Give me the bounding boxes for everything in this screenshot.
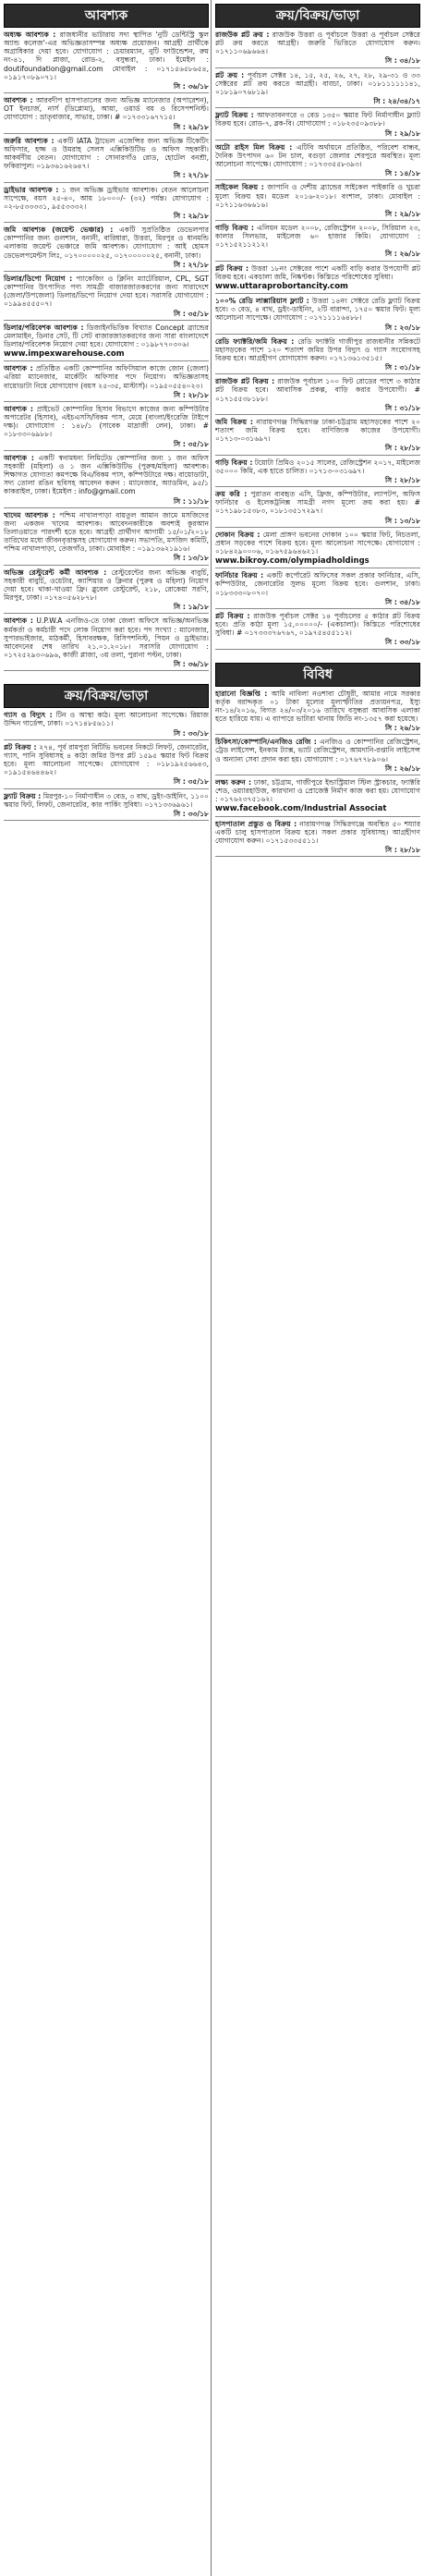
classified-ad bbox=[215, 531, 420, 567]
ad-separator bbox=[215, 373, 420, 374]
ad-code: সি : ২৮/১৮ bbox=[384, 475, 420, 484]
ad-separator bbox=[215, 649, 420, 650]
ad-separator bbox=[215, 179, 420, 180]
ad-heading: অধ্যক্ষ আবশ্যক : bbox=[4, 31, 56, 39]
ad-body: প্যাকেজিং ও ক্লিনিং ম্যাটেরিয়াল, CPL, SGT কোম্পানির উৎপাদিত পণ্য সামগ্রী বাজারজাতকরণের জন্য সারাদেশে (জেলা/উপজেলা) ডিলার/ডিপো নিয়োগ দেয়া হবে। সরাসরি যোগাযোগ : ০১৯৯৪৫৫৫০৭। bbox=[4, 274, 209, 309]
ad-code: সি : ৩১/১৮ bbox=[384, 403, 420, 412]
ad-heading: ক্রয় করি : bbox=[215, 490, 248, 499]
ad-separator bbox=[4, 613, 209, 614]
ad-body: একটি কর্পোরেট অফিসের সকল প্রকার ফার্নিচার, এসি, কম্পিউটার, জেনারেটর সুলভ মূল্যে বিক্রয় হবে। গুলশান, ঢাকা। ০১৮৩৩৩০৮০৭০। bbox=[215, 571, 420, 597]
ad-body: পুরাতন ব্যবহৃত এসি, ফ্রিজ, কম্পিউটার, ল্যাপটপ, অফিস ফার্নিচার ও ইলেকট্রনিক্স সামগ্রী নগদ মূল্যে ক্রয় করা হয়। # ০১৭১৯৮১৫৩৮৩, ০১৮১৩৫১৭২৯৭। bbox=[215, 490, 420, 516]
ad-separator bbox=[215, 414, 420, 415]
ad-heading: জরুরি আবশ্যক : bbox=[4, 136, 55, 145]
section-header-miscellaneous: বিবিধ bbox=[215, 663, 420, 687]
classified-ad bbox=[215, 571, 420, 606]
ad-code: সি : ১৯/১৮ bbox=[174, 603, 209, 612]
ad-separator bbox=[4, 450, 209, 451]
ad-separator bbox=[4, 788, 209, 789]
classified-ad bbox=[215, 337, 420, 372]
ad-body: রেডি ফ্যাক্টরি গাজীপুর রাজধানীর সন্নিকটে মহাসড়কের পাশে ১২০ শতাংশ জমির উপর বিদ্যুৎ ও গ্যাস সংযোগসহ বিক্রয় হবে। আগ্রহীগণ যোগাযোগ করুন। ০১৭১৩৬১৩৫১৫। bbox=[215, 336, 420, 362]
classified-ad bbox=[4, 226, 209, 269]
classified-ad bbox=[215, 183, 420, 218]
ad-body: টয়োটা প্রিমিও ২০১৫ সালের, রেজিস্ট্রেশন ২০১৭, মাইলেজ ৩৫০০০ কিমি, এক হাতে চালিত। ০১৭১৩-০৩১৬৯৭। bbox=[215, 458, 420, 475]
ad-heading: প্লট ক্রয় : bbox=[215, 70, 245, 79]
classified-ad bbox=[4, 31, 209, 91]
ad-website: www.bikroy.com/olympiadholdings bbox=[215, 556, 369, 567]
classified-ad bbox=[215, 612, 420, 647]
ad-code: সি : ২৬/১৮ bbox=[384, 763, 420, 773]
ad-separator bbox=[4, 565, 209, 566]
ad-body: পূর্বাচল সেক্টর ১৪, ১৫, ২৫, ২৬, ২৭, ২৮, ২৯-৩১ ও ৩৩ সেক্টরের প্লট ক্রয় করতে আগ্রহী। বাড্ডা, ঢাকা। ০১৮১১১১১১৪১, ০১৮১৯০৭৬৮১৯। bbox=[215, 70, 420, 96]
ad-separator bbox=[215, 608, 420, 609]
classified-ad bbox=[215, 778, 420, 814]
classified-ad bbox=[4, 711, 209, 737]
ad-body: রাজউক উত্তরা ও পূর্বাচলে উত্তরা ও পূর্বাচল সেক্টরে প্লট ক্রয় করতে আগ্রহী। জরুরি ভিত্তিতে যোগাযোগ করুন। ০১৭১১০৬৯৬৬৪। bbox=[215, 31, 420, 56]
ad-body: একটি IATA ট্রাভেল এজেন্সির জন্য অভিজ্ঞ টিকেটিং অফিসার, হজ্জ ও উমরাহ সেলস এক্সিকিউটিভ ও অফিস সহকারী। আকর্ষণীয় বেতন। যোগাযোগ : সোনারগাঁও রোড, হোটেল বনশ্রী, ফকিরাপুল। ০১৯৩৬১৬২৬৪৭। bbox=[4, 136, 209, 171]
ad-heading: জমি বিক্রয় : bbox=[215, 417, 253, 426]
ad-separator bbox=[215, 856, 420, 857]
ad-separator bbox=[215, 455, 420, 456]
ad-code: সি : ১৩/১৮ bbox=[173, 554, 209, 563]
classified-ad bbox=[215, 111, 420, 137]
classified-ad bbox=[4, 405, 209, 448]
classified-ad bbox=[4, 137, 209, 180]
ad-separator bbox=[4, 92, 209, 93]
ad-code: সি : ৩৪/১৮ bbox=[384, 56, 420, 66]
ad-body: পশ্চিম নাখালপাড়া বায়তুল আমান জামে মসজিদের জন্য একজন খাদেম আবশ্যক। আবেদনকারীকে অবশ্যই কুরআন তিলাওয়াতে পারদর্শী হতে হবে। আগ্রহী প্রার্থীগণ আগামী ১৫/০১/২০১৮ তারিখের মধ্যে জীবনবৃত্তান্তসহ যোগাযোগ করুন। সভাপতি, মসজিদ কমিটি, পশ্চিম নাখালপাড়া, তেজগাঁও, ঢাকা। মোবাইল : ০১৯১৩৬২১৯১৬। bbox=[4, 510, 209, 554]
classified-ad bbox=[4, 96, 209, 131]
ad-code: সি : ৩৫/১৮ bbox=[173, 309, 209, 318]
ad-body: নারায়ণগঞ্জ সিদ্ধিরগঞ্জ ঢাকা-চট্টগ্রাম মহাসড়কের পাশে ২০ শতাংশ জমি বিক্রয় হবে। বাণিজ্যিক কাজের উপযোগী। ০১৭১৩-০৩১৬৯৭। bbox=[215, 417, 420, 444]
ad-body: আফতাবনগরে ৩ বেড ১৩৫০ স্কয়ার ফিট নির্মাণাধীন ফ্ল্যাট বিক্রয় হবে। রোড-৭, ব্লক-বি। যোগাযোগ : ০১৮২৩৫০৯৩৮৮। bbox=[215, 111, 420, 128]
ad-heading: ডিলার/ডিপো নিয়োগ : bbox=[4, 274, 73, 283]
ad-code: সি : ৩৫/১৮ bbox=[173, 439, 209, 448]
ad-code: সি : ২৭/১৮ bbox=[173, 260, 209, 269]
ad-code: সি : ২৮/১৮ bbox=[173, 390, 209, 399]
ad-code: সি : ২৮/১৮ bbox=[384, 846, 420, 855]
ad-separator bbox=[215, 107, 420, 108]
classified-ad bbox=[4, 568, 209, 612]
ad-separator bbox=[215, 67, 420, 68]
classified-ad bbox=[4, 454, 209, 506]
classified-ad bbox=[215, 31, 420, 66]
classified-ad bbox=[4, 275, 209, 318]
ad-code: সি : ২৮/১৮ bbox=[384, 444, 420, 453]
ad-separator bbox=[4, 271, 209, 272]
buy-sell-rent-ads-list bbox=[215, 31, 420, 650]
ad-body: রাজধানীর ভাটারায় সদ্য স্থাপিত 'নুটি ডেন্টিস্ট্রি স্কুল অ্যান্ড কলেজ'-এর অভিজ্ঞতাসম্পন্ন অধ্যক্ষ প্রয়োজন। আগ্রহী প্রার্থীকে অগ্রাধিকার দেয়া হবে। যোগাযোগ : চেয়ারম্যান, নুটি ফাউন্ডেশন, রুম নং-৪১, দি প্লাজা, রোড-২, বসুন্ধরা, ঢাকা। ইমেইল : doutifoundation@gmail.com মোবাইল : ০১৭১৫৬৫৮৬৫৪, ০১৯১৭০৮৯০৭১। bbox=[4, 31, 209, 81]
ad-heading: রেডি ফ্যাক্টরি/জমি বিক্রয় : bbox=[215, 336, 295, 346]
ad-website: www.facebook.com/Industrial Associat bbox=[215, 804, 387, 814]
ad-heading: ডিলার/পরিবেশক আবশ্যক : bbox=[4, 323, 84, 332]
ad-heading: গাড়ি বিক্রয় : bbox=[215, 223, 254, 232]
buy-sell-rent-ads-list-left bbox=[4, 711, 209, 821]
ad-separator bbox=[4, 401, 209, 402]
ad-separator bbox=[4, 820, 209, 821]
classified-ad bbox=[215, 297, 420, 332]
ad-code: সি : ৩৬/১৮ bbox=[173, 81, 209, 91]
ad-body: টিন ও আস্থা কাঠ। মূল্য আলোচনা সাপেক্ষে। রিয়াজ উদ্দিন গার্ডেন্স, ঢাকা। ০১৭১৪৮৫৬১১। bbox=[4, 711, 210, 728]
ad-code: সি : ৩৩/১৮ bbox=[173, 728, 209, 738]
ad-separator bbox=[215, 261, 420, 262]
ad-heading: অটো রাইস মিল বিক্রয় : bbox=[215, 142, 293, 152]
ad-body: আরবদীপ হাসপাতালের জন্য অভিজ্ঞ ম্যানেজার (অপারেশন), OT ইনচার্জ, নার্স (ডিপ্লোমা), আয়া, ওয়ার্ড বয় ও রিসেপশনিস্ট। যোগাযোগ : ভ্রাতৃবাজার, সাভার, ঢাকা। # ০১৭৩৩১৬৭৭১৫। bbox=[4, 96, 209, 122]
ad-code: সি : ১৩/১৮ bbox=[384, 516, 420, 525]
ad-heading: খাদেম আবশ্যক : bbox=[4, 510, 55, 519]
ad-heading: হারানো বিজ্ঞপ্তি : bbox=[215, 689, 268, 698]
ad-separator bbox=[4, 360, 209, 361]
ad-body: এলিয়ন মডেল ২০০৮, রেজিস্ট্রেশন ২০০৮, সিরিয়াল ২৩, কালার সিলভার, মাইলেজ ৬০ হাজার কিমি। যোগাযোগ : ০১৭১৫২১১২১২। bbox=[215, 223, 421, 250]
miscellaneous-ads-list bbox=[215, 690, 420, 858]
classified-ad bbox=[215, 418, 420, 453]
ad-code: সি : ২৯/১৮ bbox=[384, 209, 420, 218]
ad-body: জাপানি ও দেশীয় ব্র্যান্ডের সাইকেল পাইকারি ও খুচরা মূল্যে বিক্রয় হয়। মডেল ২০১৬-২০১৮। বংশাল, ঢাকা। মোবাইল : ০১৭১১৬৩৬৬১৬। bbox=[215, 183, 421, 209]
classified-ad bbox=[215, 71, 420, 106]
ad-heading: জমি আবশ্যক (জয়েন্ট ভেঞ্চার) : bbox=[4, 226, 114, 235]
classified-ad bbox=[215, 224, 420, 259]
left-column bbox=[4, 0, 209, 824]
ad-separator bbox=[215, 734, 420, 735]
ad-body: আমি নাবিলা নওশাবা চৌধুরী, আমার নামে সরকার কর্তৃক বরাদ্দকৃত ০১ টাকা মূল্যের মূল্যস্ফীতির প্রত্যয়নপত্র, ইস্যু নং-১৪/২০১৬, বিগত ২৪/০৩/২০১৬ তারিখে বসুন্ধরা আবাসিক এলাকা হতে হারিয়ে যায়। এ ব্যাপারে ভাটারা থানায় জিডি নং-১৩৫৭ করা হয়েছে। bbox=[215, 689, 421, 723]
classified-ad bbox=[215, 820, 420, 855]
ad-separator bbox=[4, 320, 209, 321]
ad-heading: আবশ্যক : bbox=[4, 404, 33, 413]
classified-ad bbox=[215, 490, 420, 525]
ad-code: সি : ৩১/১৮ bbox=[384, 363, 420, 372]
classified-ad bbox=[4, 364, 209, 399]
classified-ad bbox=[4, 324, 209, 360]
ad-body: রাজউক পূর্বাচল সেক্টর ১৪ পূর্বাচলের ৫ কাঠার প্লট বিক্রয় হবে। প্রতি কাঠা মূল্য ১৫,০০০০০/- (একচালা)। কিস্তিতে পরিশোধের সুবিধা। # ০১৭৩৩৩৭৬৭৬৭, ০১৯৭৫৪৫৫১১২। bbox=[215, 611, 420, 638]
ad-body: উত্তরা ১৪নং সেক্টরে রেডি ফ্ল্যাট বিক্রয় হবে। ৩ বেড, ৪ বাথ, ড্রইং-ডাইনিং, ২টি বারান্দা, ১৭৫০ স্কয়ার ফিট। মূল্য আলোচনা সাপেক্ষে। যোগাযোগ : ০১৭১১১১৬৪৮৮। bbox=[215, 297, 420, 323]
ad-code: সি : ২৯/১৮ bbox=[173, 211, 209, 220]
ad-code: সি : ২৭/১৮ bbox=[173, 171, 209, 180]
classified-ad bbox=[4, 186, 209, 221]
ad-heading: গ্যাস ও বিদ্যুৎ : bbox=[4, 711, 53, 720]
ad-code: সি : ৩৬/১৮ bbox=[173, 660, 209, 669]
ad-heading: আবশ্যক : bbox=[4, 453, 34, 462]
ad-website: www.uttaraprobortancity.com bbox=[215, 281, 348, 291]
ad-separator bbox=[215, 293, 420, 294]
ad-heading: প্লট বিক্রয় : bbox=[215, 611, 250, 620]
ad-code: সি : ৩৫/১৮ bbox=[173, 777, 209, 787]
ad-body: এটিবি অর্থায়নে প্রতিষ্ঠিত, পরিবেশ বান্ধব, দৈনিক উৎপাদন ৬০ টন চাল, বগুড়া জেলার শেরপুরে অবস্থিত। মূল্য আলোচনা সাপেক্ষে। যোগাযোগ : ০১৭৩৩৫৫৮৩৯৩। bbox=[215, 142, 421, 169]
ad-body: রাজউক পূর্বাচল ১০০ ফিট রোডের পাশে ৩ কাঠার প্লট বিক্রয় হবে। আবাসিক প্রকল্প, বাড়ি করার উপযোগী। # ০১৭১৫৫৩৮১৮৮। bbox=[215, 377, 420, 403]
ad-heading: সাইকেল বিক্রয় : bbox=[215, 183, 264, 192]
classified-ad bbox=[215, 264, 420, 291]
ad-heading: লক্ষ্য করুন : bbox=[215, 777, 251, 787]
ad-body: উত্তরা ১৮নং সেক্টরের পাশে একটি বাড়ি করার উপযোগী প্লট বিক্রয় হবে। একচালা জমি, নিষ্কণ্টক। কিস্তিতে পরিশোধের সুবিধা। bbox=[215, 263, 420, 281]
ad-code: সি : ২৪/৩৪/১৭ bbox=[373, 97, 420, 106]
ad-separator bbox=[4, 182, 209, 183]
ad-code: সি : ২৯/১৮ bbox=[173, 122, 209, 131]
classified-ad bbox=[215, 690, 420, 733]
ad-heading: হাসপাতাল প্রস্তুত ও বিক্রয় : bbox=[215, 819, 297, 828]
ad-body: নারায়ণগঞ্জ সিদ্ধিরগঞ্জে অবস্থিত ৫০ শয্যার একটি চালু হাসপাতাল বিক্রয় হবে। সকল প্রকার সুবিধাসহ। আগ্রহীগণ যোগাযোগ করুন। ০১৭১৫৩৩৫৫১১। bbox=[215, 819, 421, 845]
classified-ad bbox=[215, 738, 420, 773]
ad-body: U.P.W.A এনজিও-তে ঢাকা জেলা অফিসে অভিজ্ঞ/অনভিজ্ঞ কর্মকর্তা ও কর্মচারী পদে লোক নিয়োগ করা হবে। পদ সংখ্যা : ম্যানেজার, সুপারভাইজার, মাঠকর্মী, হিসাবরক্ষক, রিসিপশনিস্ট, পিয়ন ও ড্রাইভার। আবেদনের শেষ তারিখ ২১.০১.২০১৮। সরাসরি যোগাযোগ : ০১৭২৫২৯৩০৬৯৬, কাজী প্লাজা, ৩য় তলা, পুরানা পল্টন, ঢাকা। bbox=[4, 617, 209, 659]
ad-body: এনজিও ও কোম্পানির রেজিস্ট্রেশন, ট্রেড লাইসেন্স, ইনকাম ট্যাক্স, ভ্যাট রেজিস্ট্রেশন, আমদানি-রপ্তানি লাইসেন্স ও অন্যান্য সেবা প্রদান করা হয়। যোগাযোগ : ০১৭৬৭৭৮৯০৬। bbox=[215, 738, 420, 763]
ad-heading: ফ্ল্যাট বিক্রয় : bbox=[215, 111, 254, 120]
ad-code: সি : ১১/১৮ bbox=[174, 496, 209, 506]
ad-heading: আবশ্যক : bbox=[4, 96, 33, 105]
ad-body: ডিজাইনভিত্তিক বিখ্যাত Concept ব্র্যান্ডের মেলামাইন, ডিনার সেট, টি সেট বাজারজাতকরণের জন্য সারা বাংলাদেশে ডিলার/পরিবেশক নিয়োগ দেয়া হবে। যোগাযোগ : ০১৯৮৭৭০৩০৬। bbox=[4, 323, 209, 348]
ad-body: প্রাইভেট কোম্পানির হিসাব বিভাগে কাজের জন্য কম্পিউটার অপারেটর (হিসাব), এইচএসসি/বিকম পাস, মেয়ে (বাংলা/ইংরেজি টাইপে দক্ষ)। যোগাযোগ : ১৪৮/১ (সাবেক মাদ্রাজী লেন), ঢাকা। # ০১৮৩৩০৬৯৮৮। bbox=[4, 404, 209, 439]
ad-heading: ১০০% রেডি লাক্সারিয়াস ফ্ল্যাট : bbox=[215, 297, 309, 306]
ad-website: www.impexwarehouse.com bbox=[4, 349, 125, 360]
column-divider bbox=[211, 0, 212, 2576]
ad-heading: আবশ্যক : bbox=[4, 617, 33, 626]
ad-code: সি : ২৬/১৮ bbox=[384, 724, 420, 733]
ad-heading: অভিজ্ঞ রেস্টুরেন্ট কর্মী আবশ্যক : bbox=[4, 568, 107, 577]
ad-body: ঢাকা, চট্টগ্রাম, গাজীপুরে ইন্ডাস্ট্রিয়াল স্টিল স্ট্রাকচার, ফ্যাক্টরি শেড, ওয়্যারহাউজ, কারখানা ও প্রোজেক্ট নির্মাণ কাজ করা হয়। যোগাযোগ : ০১৭৬২৩৭৫১৬২। bbox=[215, 777, 420, 804]
classified-ad bbox=[215, 143, 420, 178]
ad-body: একটি সুপ্রতিষ্ঠিত ডেভেলপার কোম্পানির জন্য গুলশান, বনানী, বারিধারা, উত্তরা, মিরপুর ও ধানমন্ডি এলাকায় জয়েন্ট ভেঞ্চারে জমি আবশ্যক। যোগাযোগ : আই হোমস ডেভেলপমেন্টস লিঃ, ০১৭০০০০০২৫, ০১৭০০০০০২৫, বনানী, ঢাকা। bbox=[4, 226, 210, 260]
ad-heading: চিকিৎসা/কোম্পানি/এনজিও রেজি : bbox=[215, 738, 317, 747]
ad-code: সি : ২৬/১৮ bbox=[384, 250, 420, 259]
ad-code: সি : ১৪/১৮ bbox=[385, 169, 420, 178]
ad-heading: প্লট বিক্রয় : bbox=[215, 263, 249, 273]
ad-heading: আবশ্যক : bbox=[4, 364, 33, 373]
ad-heading: ফ্ল্যাট বিক্রয় : bbox=[4, 791, 42, 800]
ad-body: মিরপুর-১০ নির্মাণাধীন ৩ বেড, ৩ বাথ, ড্রইং-ডাইনিং, ১১০০ স্কয়ার ফিট, লিফট, জেনারেটর, কার পার্কিং সুবিধা। ০১৭১৩৩৬৯৬১। bbox=[4, 791, 209, 809]
ad-body: ১ জন অভিজ্ঞ ড্রাইভার আবশ্যক। বেতন আলোচনা সাপেক্ষে, বয়স ২৫-৪০, আয় ১৮০০০/- (৩২) পর্যন্ত। যোগাযোগ : ০২-৮৫৩৩৩৩১, ৯৫৫৩৩৩২। bbox=[4, 185, 209, 211]
ad-body: রেস্টুরেন্টের জন্য অভিজ্ঞ বাবুর্চি, সহকারী বাবুর্চি, ওয়েটার, ক্যাশিয়ার ও ক্লিনার (পুরুষ ও মহিলা) নিয়োগ দেয়া হবে। থাকা-খাওয়া ফ্রি। ব্লুবেল রেস্টুরেন্ট, ২১৮, রোকেয়া সরণি, মিরপুর, ঢাকা। ০১৭৪০৫৬২৮৭৮। bbox=[4, 568, 209, 603]
ad-separator bbox=[4, 670, 209, 671]
ad-heading: রাজউক প্লট ক্রয় : bbox=[215, 31, 270, 39]
ad-code: সি : ২৯/১৮ bbox=[384, 128, 420, 138]
ad-code: সি : ৩৩/১৮ bbox=[173, 809, 209, 818]
ad-heading: ফার্নিচার বিক্রয় : bbox=[215, 571, 264, 580]
ad-separator bbox=[4, 507, 209, 508]
section-header-buy-sell-rent-left: ক্রয়/বিক্রয়/ভাড়া bbox=[4, 684, 209, 708]
ad-separator bbox=[215, 816, 420, 817]
ad-heading: ড্রাইভার আবশ্যক : bbox=[4, 185, 59, 194]
classified-ad bbox=[4, 511, 209, 563]
classified-ad bbox=[215, 377, 420, 412]
ad-code: সি : ৩৩/১৮ bbox=[384, 638, 420, 647]
ad-separator bbox=[215, 486, 420, 487]
right-column bbox=[215, 0, 420, 860]
classified-ad bbox=[4, 617, 209, 668]
ad-heading: প্লট বিক্রয় : bbox=[4, 742, 37, 751]
classified-ad bbox=[4, 792, 209, 818]
ad-body: একটি স্বনামধন্য লিমিটেড কোম্পানির জন্য ১ জন অফিস সহকারী (মহিলা) ও ১ জন এক্সিকিউটিভ (পুরুষ/মহিলা) আবশ্যক। শিক্ষাগত যোগ্যতা কমপক্ষে বিএ/বিকম পাস, কম্পিউটারে দক্ষ। বায়োডাটা, সদ্য তোলা রঙিন ছবিসহ আবেদন করুন : ম্যানেজার, অ্যাডমিন, ৯৫/১ কাকরাইল, ঢাকা। ইমেইল : info@gmail.com bbox=[4, 453, 210, 496]
ad-code: সি : ২৩/১৮ bbox=[384, 323, 420, 332]
ad-separator bbox=[215, 334, 420, 335]
ad-separator bbox=[215, 527, 420, 528]
ad-heading: দোকান বিক্রয় : bbox=[215, 530, 260, 539]
ad-heading: গাড়ি বিক্রয় : bbox=[215, 458, 253, 467]
section-header-wanted: আবশ্যক bbox=[4, 4, 209, 28]
ad-heading: রাজউক প্লট বিক্রয় : bbox=[215, 377, 275, 386]
ad-separator bbox=[4, 133, 209, 134]
classified-ad bbox=[215, 458, 420, 484]
section-header-buy-sell-rent: ক্রয়/বিক্রয়/ভাড়া bbox=[215, 4, 420, 28]
ad-body: ২৭৪, পূর্ব রামপুরা বিটিভি ভবনের নিকটে লিফট, জেনারেটর, গ্যাস, পানি সুবিধাসহ ৪ কাঠা জমির উপর প্লট ১৫৯৫ স্কয়ার ফিট বিক্রয় হবে। মূল্য আলোচনা সাপেক্ষে। যোগাযোগ : ০১৮১৯২৫৬৬৪৩, ০১৯১৫৪৬৪৪৬২। bbox=[4, 742, 209, 777]
classified-ad bbox=[4, 743, 209, 787]
ad-body: প্রতিষ্ঠিত একটি কোম্পানির অফিসিয়াল কাজে জোন (জেলা) এরিয়া ম্যানেজার, মার্কেটিং অফিসার পদে নিয়োগ। অভিজ্ঞতাসহ বায়োডাটা নিয়ে যোগাযোগ (বয়স ২৫-৩৫, মাস্টার্স)। ০১৯৫০৫৫৪০২৩। bbox=[4, 364, 209, 390]
ad-separator bbox=[215, 220, 420, 221]
ad-code: সি : ৩৪/১৮ bbox=[384, 597, 420, 606]
wanted-ads-list bbox=[4, 31, 209, 671]
ad-body: মেলা প্রাঙ্গণ ভবনের দোকান ১০০ স্কয়ার ফিট, নিচতলা, প্রধান সড়কের পাশে বিক্রয় হবে। মূল্য আলোচনা সাপেক্ষে। যোগাযোগ : ০১৮৪২৯০০০৬, ০১৬৭৫৯৬৪৬২১। bbox=[215, 530, 420, 555]
ad-separator bbox=[4, 739, 209, 740]
ad-separator bbox=[4, 222, 209, 223]
